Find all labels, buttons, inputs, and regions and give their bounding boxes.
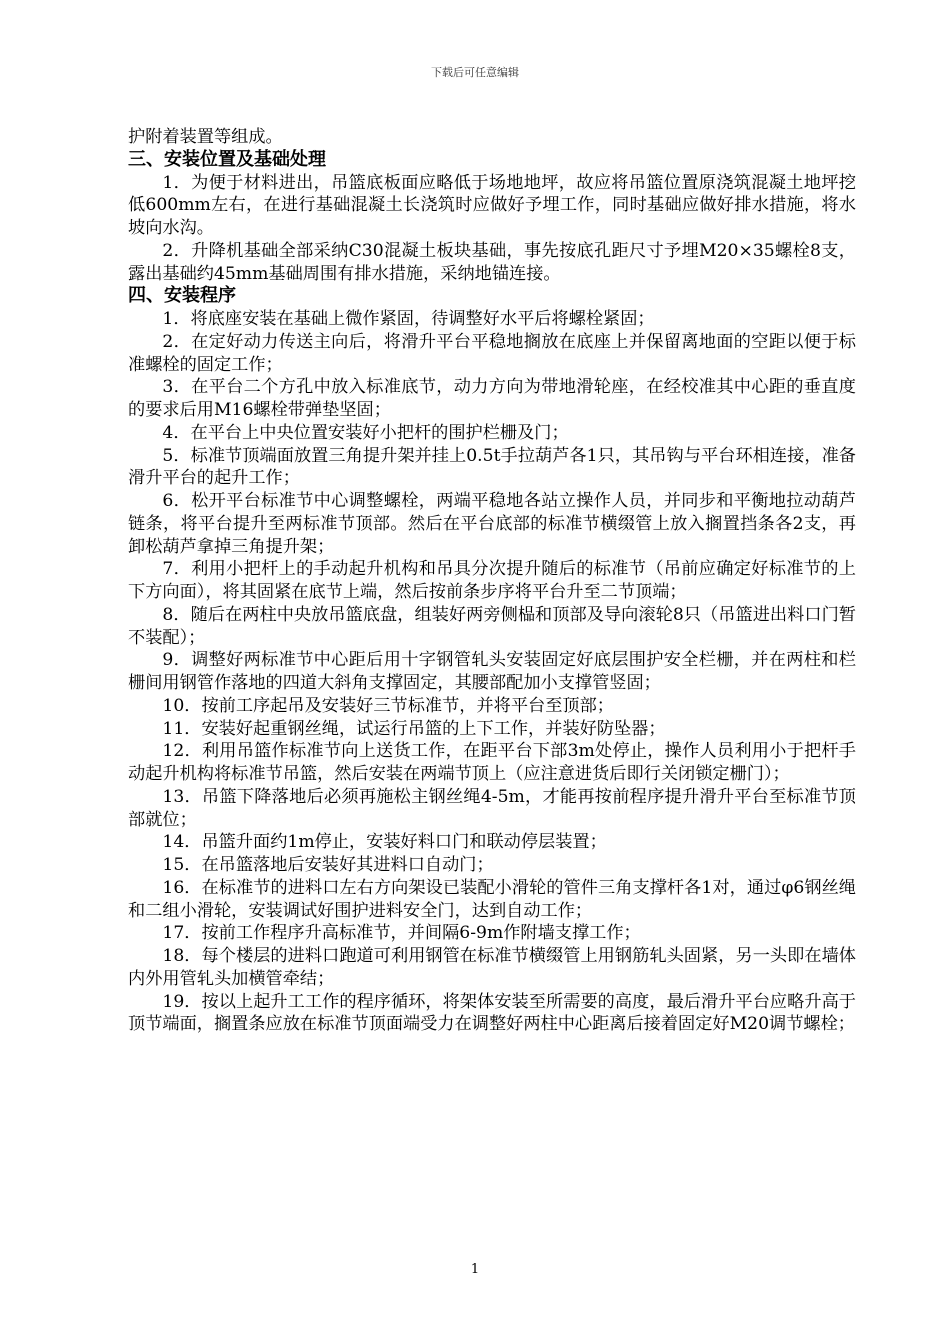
list-item: 6．松开平台标准节中心调整螺栓，两端平稳地各站立操作人员，并同步和平衡地拉动葫芦链条，将平台提升至两标准节顶部。然后在平台底部的标准节横缀管上放入搁置挡条各2支，再卸松葫芦拿掉三角提升架； [128, 491, 856, 557]
list-item: 11．安装好起重钢丝绳，试运行吊篮的上下工作，并装好防坠器； [162, 718, 666, 739]
list-item: 10．按前工序起吊及安装好三节标准节，并将平台至顶部； [162, 695, 614, 716]
list-item: 7．利用小把杆上的手动起升机构和吊具分次提升随后的标准节（吊前应确定好标准节的上下方向面），将其固紧在底节上端，然后按前条步序将平台升至二节顶端； [128, 559, 856, 602]
document-body [128, 126, 856, 1036]
list-item: 8．随后在两柱中央放吊篮底盘，组装好两旁侧榀和顶部及导向滚轮8只（吊篮进出料口门暂不装配）； [128, 604, 856, 648]
list-item: 5．标准节顶端面放置三角提升架并挂上0.5t手拉葫芦各1只，其吊钩与平台环相连接，准备滑升平台的起升工作； [128, 445, 856, 489]
list-item: 18．每个楼层的进料口跑道可利用钢管在标准节横缀管上用钢筋轧头固紧，另一头即在墙体内外用管轧头加横管牵结； [128, 946, 856, 989]
paragraph: 2．升降机基础全部采纳C30混凝土板块基础，事先按底孔距尺寸予埋M20×35螺栓8支，露出基础约45mm基础周围有排水措施，采纳地锚连接。 [128, 240, 856, 284]
page-header: 下载后可任意编辑 [431, 66, 519, 79]
paragraph: 1．为便于材料进出，吊篮底板面应略低于场地地坪，故应将吊篮位置原浇筑混凝土地坪挖低600mm左右，在进行基础混凝土长浇筑时应做好予埋工作，同时基础应做好排水措施，将水坡向水沟。 [128, 172, 856, 238]
list-item: 3．在平台二个方孔中放入标准底节，动力方向为带地滑轮座，在经校准其中心距的垂直度的要求后用M16螺栓带弹垫坚固； [128, 377, 856, 420]
paragraph: 护附着装置等组成。 [128, 127, 283, 147]
list-item: 16．在标准节的进料口左右方向架设已装配小滑轮的管件三角支撑杆各1对，通过φ6钢丝绳和二组小滑轮，安装调试好围护进料安全门，达到自动工作； [128, 877, 856, 921]
list-item: 14．吊篮升面约1m停止，安装好料口门和联动停层装置； [162, 832, 607, 853]
list-item: 13．吊篮下降落地后必须再施松主钢丝绳4-5m，才能再按前程序提升滑升平台至标准节顶部就位； [128, 786, 856, 830]
list-item: 2．在定好动力传送主向后，将滑升平台平稳地搁放在底座上并保留离地面的空距以便于标准螺栓的固定工作； [128, 331, 856, 375]
list-item: 17．按前工作程序升高标准节，并间隔6-9m作附墙支撑工作； [162, 923, 641, 944]
list-item: 4．在平台上中央位置安装好小把杆的围护栏栅及门； [162, 422, 569, 443]
list-item: 1．将底座安装在基础上微作紧固，待调整好水平后将螺栓紧固； [162, 309, 655, 329]
section-heading: 三、安装位置及基础处理 [128, 148, 326, 170]
section-heading: 四、安装程序 [128, 285, 236, 307]
list-item: 12．利用吊篮作标准节向上送货工作，在距平台下部3m处停止，操作人员利用小于把杆手动起升机构将标准节吊篮，然后安装在两端节顶上（应注意进货后即行关闭锁定栅门）； [128, 741, 856, 784]
list-item: 9．调整好两标准节中心距后用十字钢管轧头安装固定好底层围护安全栏栅，并在两柱和栏栅间用钢管作落地的四道大斜角支撑固定，其腰部配加小支撑管竖固； [128, 650, 856, 693]
page-number: 1 [470, 1262, 480, 1277]
list-item: 15．在吊篮落地后安装好其进料口自动门； [162, 855, 494, 875]
list-item: 19．按以上起升工工作的程序循环，将架体安装至所需要的高度，最后滑升平台应略升高于顶节端面，搁置条应放在标准节顶面端受力在调整好两柱中心距离后接着固定好M20调节螺栓； [128, 991, 856, 1035]
